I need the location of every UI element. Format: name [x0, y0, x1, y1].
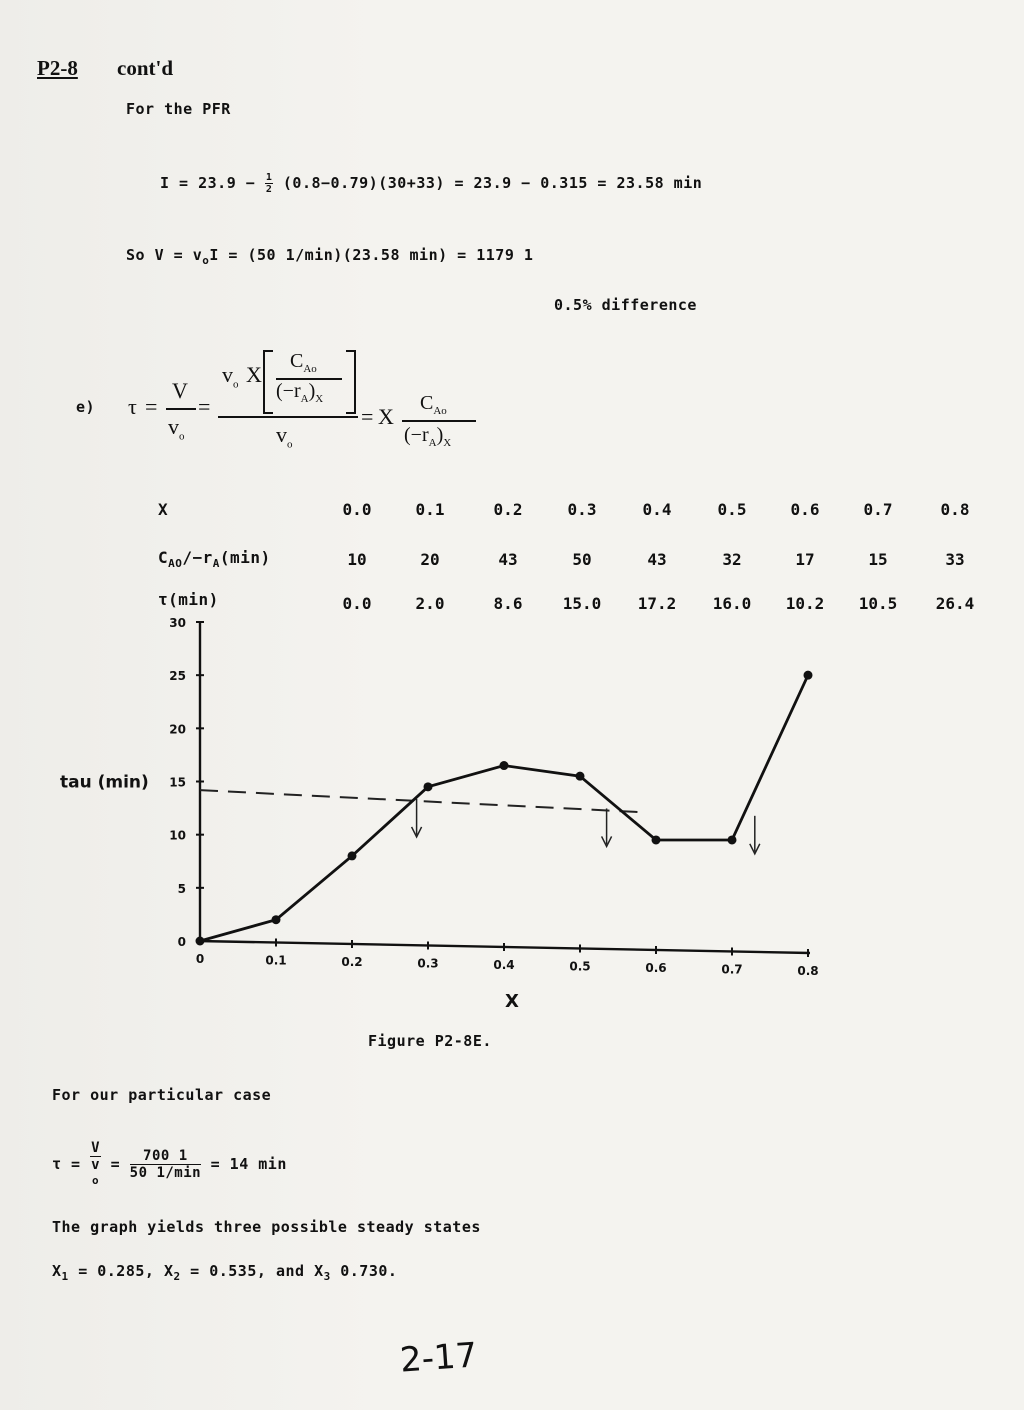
- x-value: 0.5: [717, 500, 747, 519]
- pfr-equation-2: [126, 246, 533, 267]
- x-tick-label: 0.3: [417, 956, 439, 971]
- chart-axes: [196, 622, 810, 957]
- volume-over-flow: $\frac{700 1}{50 1/\min}$: [129, 1148, 202, 1181]
- eq-equals-3: =: [361, 404, 374, 429]
- eq-equals-2: =: [198, 394, 211, 419]
- half-den: 2: [265, 184, 273, 195]
- ca0-ratio-value: 32: [722, 550, 742, 569]
- tau-value: 10.2: [785, 594, 825, 613]
- ca0-ratio-value: 20: [420, 550, 440, 569]
- eq-numerator-X: X: [246, 362, 262, 387]
- problem-id: P2-8: [37, 56, 78, 80]
- x-value: 0.4: [642, 500, 672, 519]
- figure-caption: Figure P2-8E.: [368, 1032, 492, 1050]
- eq-2: =: [110, 1155, 121, 1173]
- eq-rhs-X: X: [378, 404, 394, 429]
- ca0-ratio-value: 50: [572, 550, 592, 569]
- steady-states-values: $X_1 = 0.285$, $X_2 = 0.535$, and $X_3$ 0.730.: [52, 1262, 398, 1283]
- eq-inner-CA0: $C_{Ao}$: [290, 350, 317, 375]
- eq-main-bar: [218, 416, 358, 418]
- eq2-b: I = (50 1/min)(23.58 min) = 1179 1: [209, 246, 534, 264]
- ca0-ratio-value: 10: [347, 550, 367, 569]
- ca0-ratio-value: 43: [498, 550, 518, 569]
- x-tick-label: 0.7: [721, 962, 743, 977]
- v-over-v0: V v o: [91, 1140, 101, 1187]
- eq-rhs-rA: $(-r_A)_X$: [404, 424, 452, 449]
- y-tick-label: 10: [169, 828, 186, 843]
- particular-equation: [52, 1140, 287, 1189]
- x-value: 0.8: [940, 500, 970, 519]
- data-point: [348, 851, 357, 860]
- eq-numerator-v0: $v_o$: [222, 362, 239, 391]
- eq-bracket-right: [346, 350, 356, 414]
- x-value: 0.7: [863, 500, 893, 519]
- tau-value: 2.0: [415, 594, 445, 613]
- x-tick-label: 0.8: [797, 964, 819, 978]
- x-tick-label: 0.4: [493, 958, 515, 972]
- y-tick-label: 15: [169, 775, 186, 790]
- x-value: 0.2: [493, 500, 523, 519]
- y-tick-label: 20: [169, 722, 186, 737]
- eq-bar-1: [166, 408, 196, 410]
- part-e-label: e): [76, 398, 96, 416]
- eq-v0: $v_o$: [168, 414, 185, 443]
- tau-prefix: τ =: [52, 1155, 81, 1173]
- eq-inner-rA: $(-r_A)_X$: [276, 380, 324, 405]
- eq1-rhs: (0.8−0.79)(30+33) = 23.9 − 0.315 = 23.58 min: [282, 174, 703, 192]
- x-value: 0.1: [415, 500, 445, 519]
- tau-value: 10.5: [858, 594, 898, 613]
- data-point: [500, 761, 509, 770]
- data-point: [424, 782, 433, 791]
- difference-note: 0.5% difference: [554, 296, 697, 314]
- tau-value: 16.0: [712, 594, 752, 613]
- eq2-sub: o: [202, 254, 210, 267]
- steady-states-intro: The graph yields three possible steady states: [52, 1218, 481, 1236]
- ca0-ratio-value: 17: [795, 550, 815, 569]
- y-axis-label: tau (min): [60, 772, 149, 793]
- ca0-ratio-value: 33: [945, 550, 965, 569]
- x-tick-label: 0.5: [569, 959, 591, 974]
- ca0-ratio-value: 15: [868, 550, 888, 569]
- y-tick-label: 30: [169, 616, 186, 630]
- data-point: [196, 937, 205, 946]
- data-point: [652, 835, 661, 844]
- tau-value: 15.0: [562, 594, 602, 613]
- row-label-tau: τ(min): [158, 590, 219, 609]
- x-value: 0.0: [342, 500, 372, 519]
- ca0-ratio-value: 43: [647, 550, 667, 569]
- particular-result: = 14 min: [210, 1155, 287, 1173]
- half-fraction: [265, 172, 274, 195]
- y-tick-label: 25: [169, 669, 186, 684]
- tau-vs-x-chart: [0, 610, 1024, 1030]
- tau-value: 0.0: [342, 594, 372, 613]
- x-value: 0.3: [567, 500, 597, 519]
- eq-tau: τ: [128, 394, 137, 419]
- eq-bracket-left: [263, 350, 273, 414]
- eq2-a: So V = v: [126, 246, 203, 264]
- tau-value: 17.2: [637, 594, 677, 613]
- row-label-x: X: [158, 500, 169, 519]
- page-number: 2-17: [398, 1335, 479, 1381]
- row-label-c: $C_{AO}/-r_A(\min)$: [158, 548, 271, 571]
- x-value: 0.6: [790, 500, 820, 519]
- tau-value: 8.6: [493, 594, 523, 613]
- tau-value: 26.4: [935, 594, 975, 613]
- eq-equals-1: =: [145, 394, 158, 419]
- eq1-lhs: I = 23.9 −: [160, 174, 256, 192]
- eq-rhs-bar: [402, 420, 476, 422]
- x-tick-label: 0.1: [265, 953, 287, 968]
- particular-intro: For our particular case: [52, 1086, 272, 1104]
- data-point: [804, 671, 813, 680]
- reference-line-layer: [200, 790, 760, 854]
- continued-label: cont'd: [117, 56, 174, 80]
- half-num: 1: [265, 172, 273, 183]
- eq-V: V: [172, 378, 188, 403]
- x-tick-label: 0.6: [645, 961, 667, 975]
- pfr-equation-1: [160, 172, 702, 195]
- data-point: [272, 915, 281, 924]
- y-tick-label: 5: [177, 881, 186, 896]
- x-tick-label: 0.2: [341, 955, 363, 969]
- data-point: [576, 772, 585, 781]
- y-tick-label: 0: [177, 935, 186, 949]
- x-tick-label: 0: [195, 952, 205, 966]
- tau-series-line: [200, 675, 808, 941]
- pfr-heading: For the PFR: [126, 100, 231, 118]
- data-point: [728, 835, 737, 844]
- axis-labels: [60, 616, 819, 1012]
- series-layer: [196, 671, 813, 946]
- x-axis-label: X: [505, 991, 519, 1012]
- eq-rhs-CA0: $C_{Ao}$: [420, 392, 447, 417]
- eq-denominator-v0: $v_o$: [276, 422, 293, 451]
